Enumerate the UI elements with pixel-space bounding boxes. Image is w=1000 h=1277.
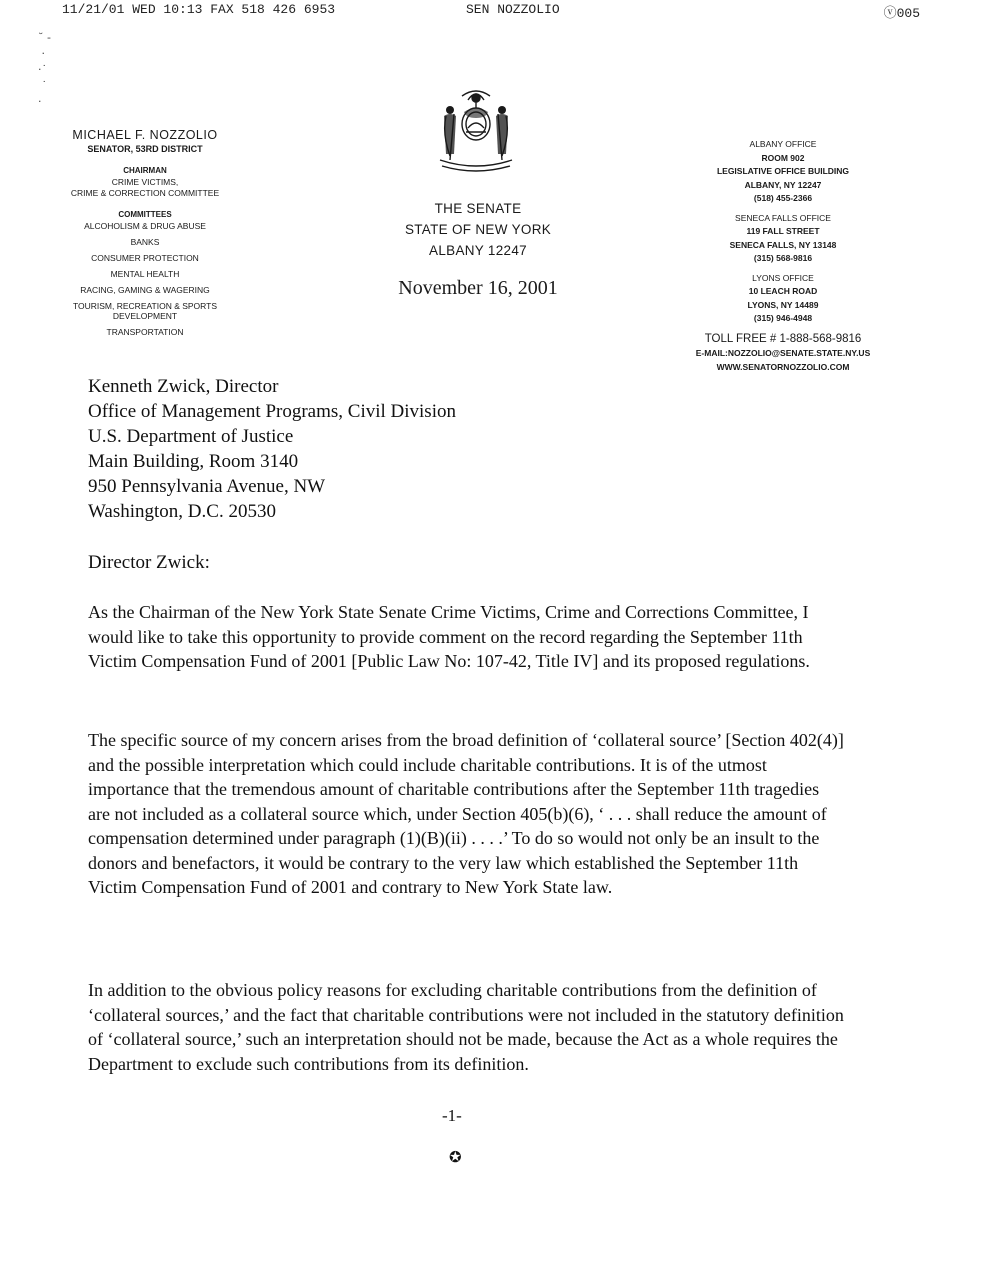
committee-item: RACING, GAMING & WAGERING <box>80 285 210 295</box>
recipient-line: Kenneth Zwick, Director <box>88 376 279 397</box>
office-block <box>668 138 898 206</box>
letter-date: November 16, 2001 <box>398 277 558 299</box>
office-block <box>668 272 898 326</box>
state-line: STATE OF NEW YORK <box>404 222 552 237</box>
body-paragraph: The specific source of my concern arises from the broad definition of ‘collateral source’ [Section 402(4)] and the possible interpretation which could include charitable contributions. It is of the utmost importance that the tremendous amount of charitable contributions after the September 11th tragedies are not included as a collateral source which, under Section 405(b)(6), ‘ . . . shall reduce the amount of compensation determined under paragraph (1)(B)(ii) . . . .’ To do so would not only be an insult to the donors and benefactors, it would be contrary to the very law which established the September 11th Victim Compensation Fund of 2001 and contrary to New York State law. <box>88 730 844 897</box>
recipient-line: 950 Pennsylvania Avenue, NW <box>88 476 326 497</box>
office-title: LYONS OFFICE <box>752 272 814 283</box>
office-line: ALBANY, NY 12247 <box>744 179 822 190</box>
senator-district: SENATOR, 53RD DISTRICT <box>87 144 203 154</box>
office-line: 119 FALL STREET <box>746 226 820 236</box>
recipient-line: Office of Management Programs, Civil Division <box>88 401 456 422</box>
body-paragraph: As the Chairman of the New York State Senate Crime Victims, Crime and Corrections Committee, I would like to take this opportunity to provide comment on the record regarding the September 11th Victim Compensation Fund of 2001 [Public Law No: 107-42, Title IV] and its proposed regulations. <box>88 602 810 671</box>
office-line: LEGISLATIVE OFFICE BUILDING <box>716 166 850 176</box>
senator-name: MICHAEL F. NOZZOLIO <box>72 128 218 142</box>
fax-page-counter: ⓥ005 <box>883 6 920 21</box>
office-line: ROOM 902 <box>761 152 805 163</box>
committee-item: CONSUMER PROTECTION <box>91 253 199 263</box>
body-paragraph: In addition to the obvious policy reasons for excluding charitable contributions from the definition of ‘collateral sources,’ and the fact that charitable contributions were not included in the statutory definition of ‘collateral source,’ such an interpretation should not be made, because the Act as a whole requires the Department to exclude such contributions from its definition. <box>88 980 844 1074</box>
email-address: E-MAIL:NOZZOLIO@SENATE.STATE.NY.US <box>695 347 871 358</box>
website-address: WWW.SENATORNOZZOLIO.COM <box>716 361 850 372</box>
office-block <box>668 212 898 266</box>
committee-item: ALCOHOLISM & DRUG ABUSE <box>84 221 206 231</box>
office-line: SENECA FALLS, NY 13148 <box>729 239 837 250</box>
chairman-title: CHAIRMAN <box>123 166 167 175</box>
new-york-state-seal-icon <box>428 86 524 178</box>
committee-item: BANKS <box>130 237 160 247</box>
letterhead-center <box>378 198 578 300</box>
fax-header-sender: SEN NOZZOLIO <box>466 2 560 17</box>
committee-item: TOURISM, RECREATION & SPORTS DEVELOPMENT <box>72 301 218 321</box>
recipient-line: Washington, D.C. 20530 <box>88 501 276 522</box>
salutation: Director Zwick: <box>88 552 210 573</box>
office-line: (315) 568-9816 <box>753 253 813 263</box>
office-title: SENECA FALLS OFFICE <box>735 212 831 223</box>
committee-item: TRANSPORTATION <box>106 327 184 337</box>
scan-specks: ˘ ‐ · ·˙ ˙ · <box>38 31 51 108</box>
recipient-line: U.S. Department of Justice <box>88 426 294 447</box>
office-line: (518) 455-2366 <box>753 193 813 203</box>
albany-line: ALBANY 12247 <box>429 243 527 258</box>
committees-title: COMMITTEES <box>118 210 172 219</box>
toll-free-number: TOLL FREE # 1-888-568-9816 <box>704 332 862 345</box>
chairman-line: CRIME VICTIMS, <box>111 177 179 187</box>
bottom-mark-icon: ✪ <box>449 1148 462 1166</box>
page-number: -1- <box>442 1106 462 1125</box>
senate-line: THE SENATE <box>434 201 522 216</box>
recipient-line: Main Building, Room 3140 <box>88 451 299 472</box>
fax-header <box>0 0 1000 22</box>
chairman-line: CRIME & CORRECTION COMMITTEE <box>70 188 220 198</box>
committee-item: MENTAL HEALTH <box>110 269 180 279</box>
recipient-address <box>88 374 688 524</box>
office-line: LYONS, NY 14489 <box>747 299 819 310</box>
letterhead-left-column <box>40 128 250 343</box>
fax-header-left: 11/21/01 WED 10:13 FAX 518 426 6953 <box>62 2 336 17</box>
office-line: (315) 946-4948 <box>753 313 813 323</box>
office-title: ALBANY OFFICE <box>749 139 817 149</box>
letterhead-right-column <box>668 138 898 374</box>
office-line: 10 LEACH ROAD <box>748 286 818 296</box>
